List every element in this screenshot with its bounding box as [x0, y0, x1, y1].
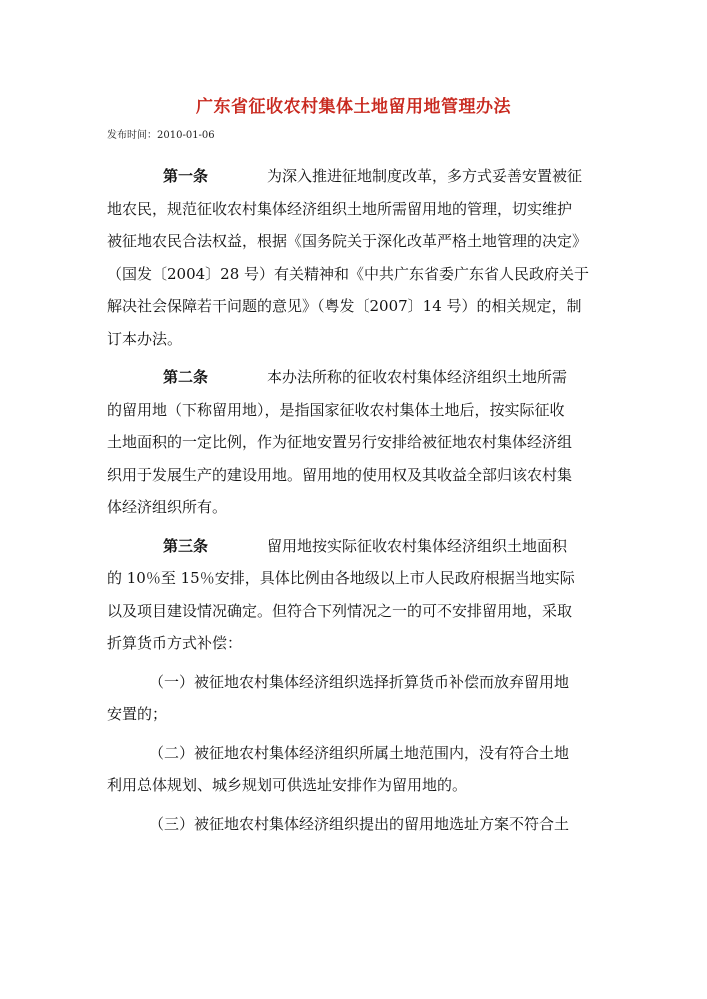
item-1-first-line — [107, 666, 599, 699]
article-text-line: 的 10％至 15％安排，具体比例由各地级以上市人民政府根据当地实际 — [107, 569, 575, 587]
publish-date: 发布时间：2010-01-06 — [107, 130, 215, 141]
document-body — [107, 160, 599, 840]
article-text-line: 为深入推进征地制度改革，多方式妥善安置被征 — [267, 167, 583, 185]
article-text-line: 解决社会保障若干问题的意见》（粤发〔2007〕14 号）的相关规定，制 — [107, 297, 582, 315]
article-text-line: 的留用地（下称留用地），是指国家征收农村集体土地后，按实际征收 — [107, 400, 565, 419]
item-text-line: （二）被征地农村集体经济组织所属土地范围内，没有符合土地 — [149, 743, 570, 762]
item-3-first-line — [107, 808, 599, 841]
article-text-line: 体经济组织所有。 — [107, 498, 228, 516]
article-2-first-line — [107, 361, 599, 394]
article-text-line: （国发〔2004〕28 号）有关精神和《中共广东省委广东省人民政府关于 — [107, 264, 590, 283]
article-text-line: 以及项目建设情况确定。但符合下列情况之一的可不安排留用地，采取 — [107, 601, 573, 620]
article-text-line: 地农民，规范征收农村集体经济组织土地所需留用地的管理，切实维护 — [107, 199, 573, 218]
article-3-heading: 第三条 — [163, 536, 209, 555]
article-text-line: 织用于发展生产的建设用地。留用地的使用权及其收益全部归该农村集 — [107, 465, 573, 484]
article-text-line: 折算货币方式补偿： — [107, 634, 243, 652]
article-text-line: 土地面积的一定比例，作为征地安置另行安排给被征地农村集体经济组 — [107, 433, 573, 451]
article-1-heading: 第一条 — [163, 167, 209, 185]
document-title: 广东省征收农村集体土地留用地管理办法 — [196, 97, 511, 117]
article-3-first-line — [107, 530, 599, 563]
article-text-line: 被征地农民合法权益，根据《国务院关于深化改革严格土地管理的决定》 — [107, 232, 588, 250]
article-text-line: 订本办法。 — [107, 329, 183, 348]
article-2-heading: 第二条 — [163, 368, 209, 386]
item-text-line: （一）被征地农村集体经济组织选择折算货币补偿而放弃留用地 — [149, 672, 570, 691]
article-text-line: 本办法所称的征收农村集体经济组织土地所需 — [267, 368, 568, 386]
item-text-line: 安置的； — [107, 705, 168, 723]
article-text-line: 留用地按实际征收农村集体经济组织土地面积 — [267, 536, 568, 555]
article-1-first-line — [107, 160, 599, 193]
item-text-line: （三）被征地农村集体经济组织提出的留用地选址方案不符合土 — [149, 814, 570, 833]
item-text-line: 利用总体规划、城乡规划可供选址安排作为留用地的。 — [107, 776, 468, 794]
item-2-first-line — [107, 737, 599, 770]
